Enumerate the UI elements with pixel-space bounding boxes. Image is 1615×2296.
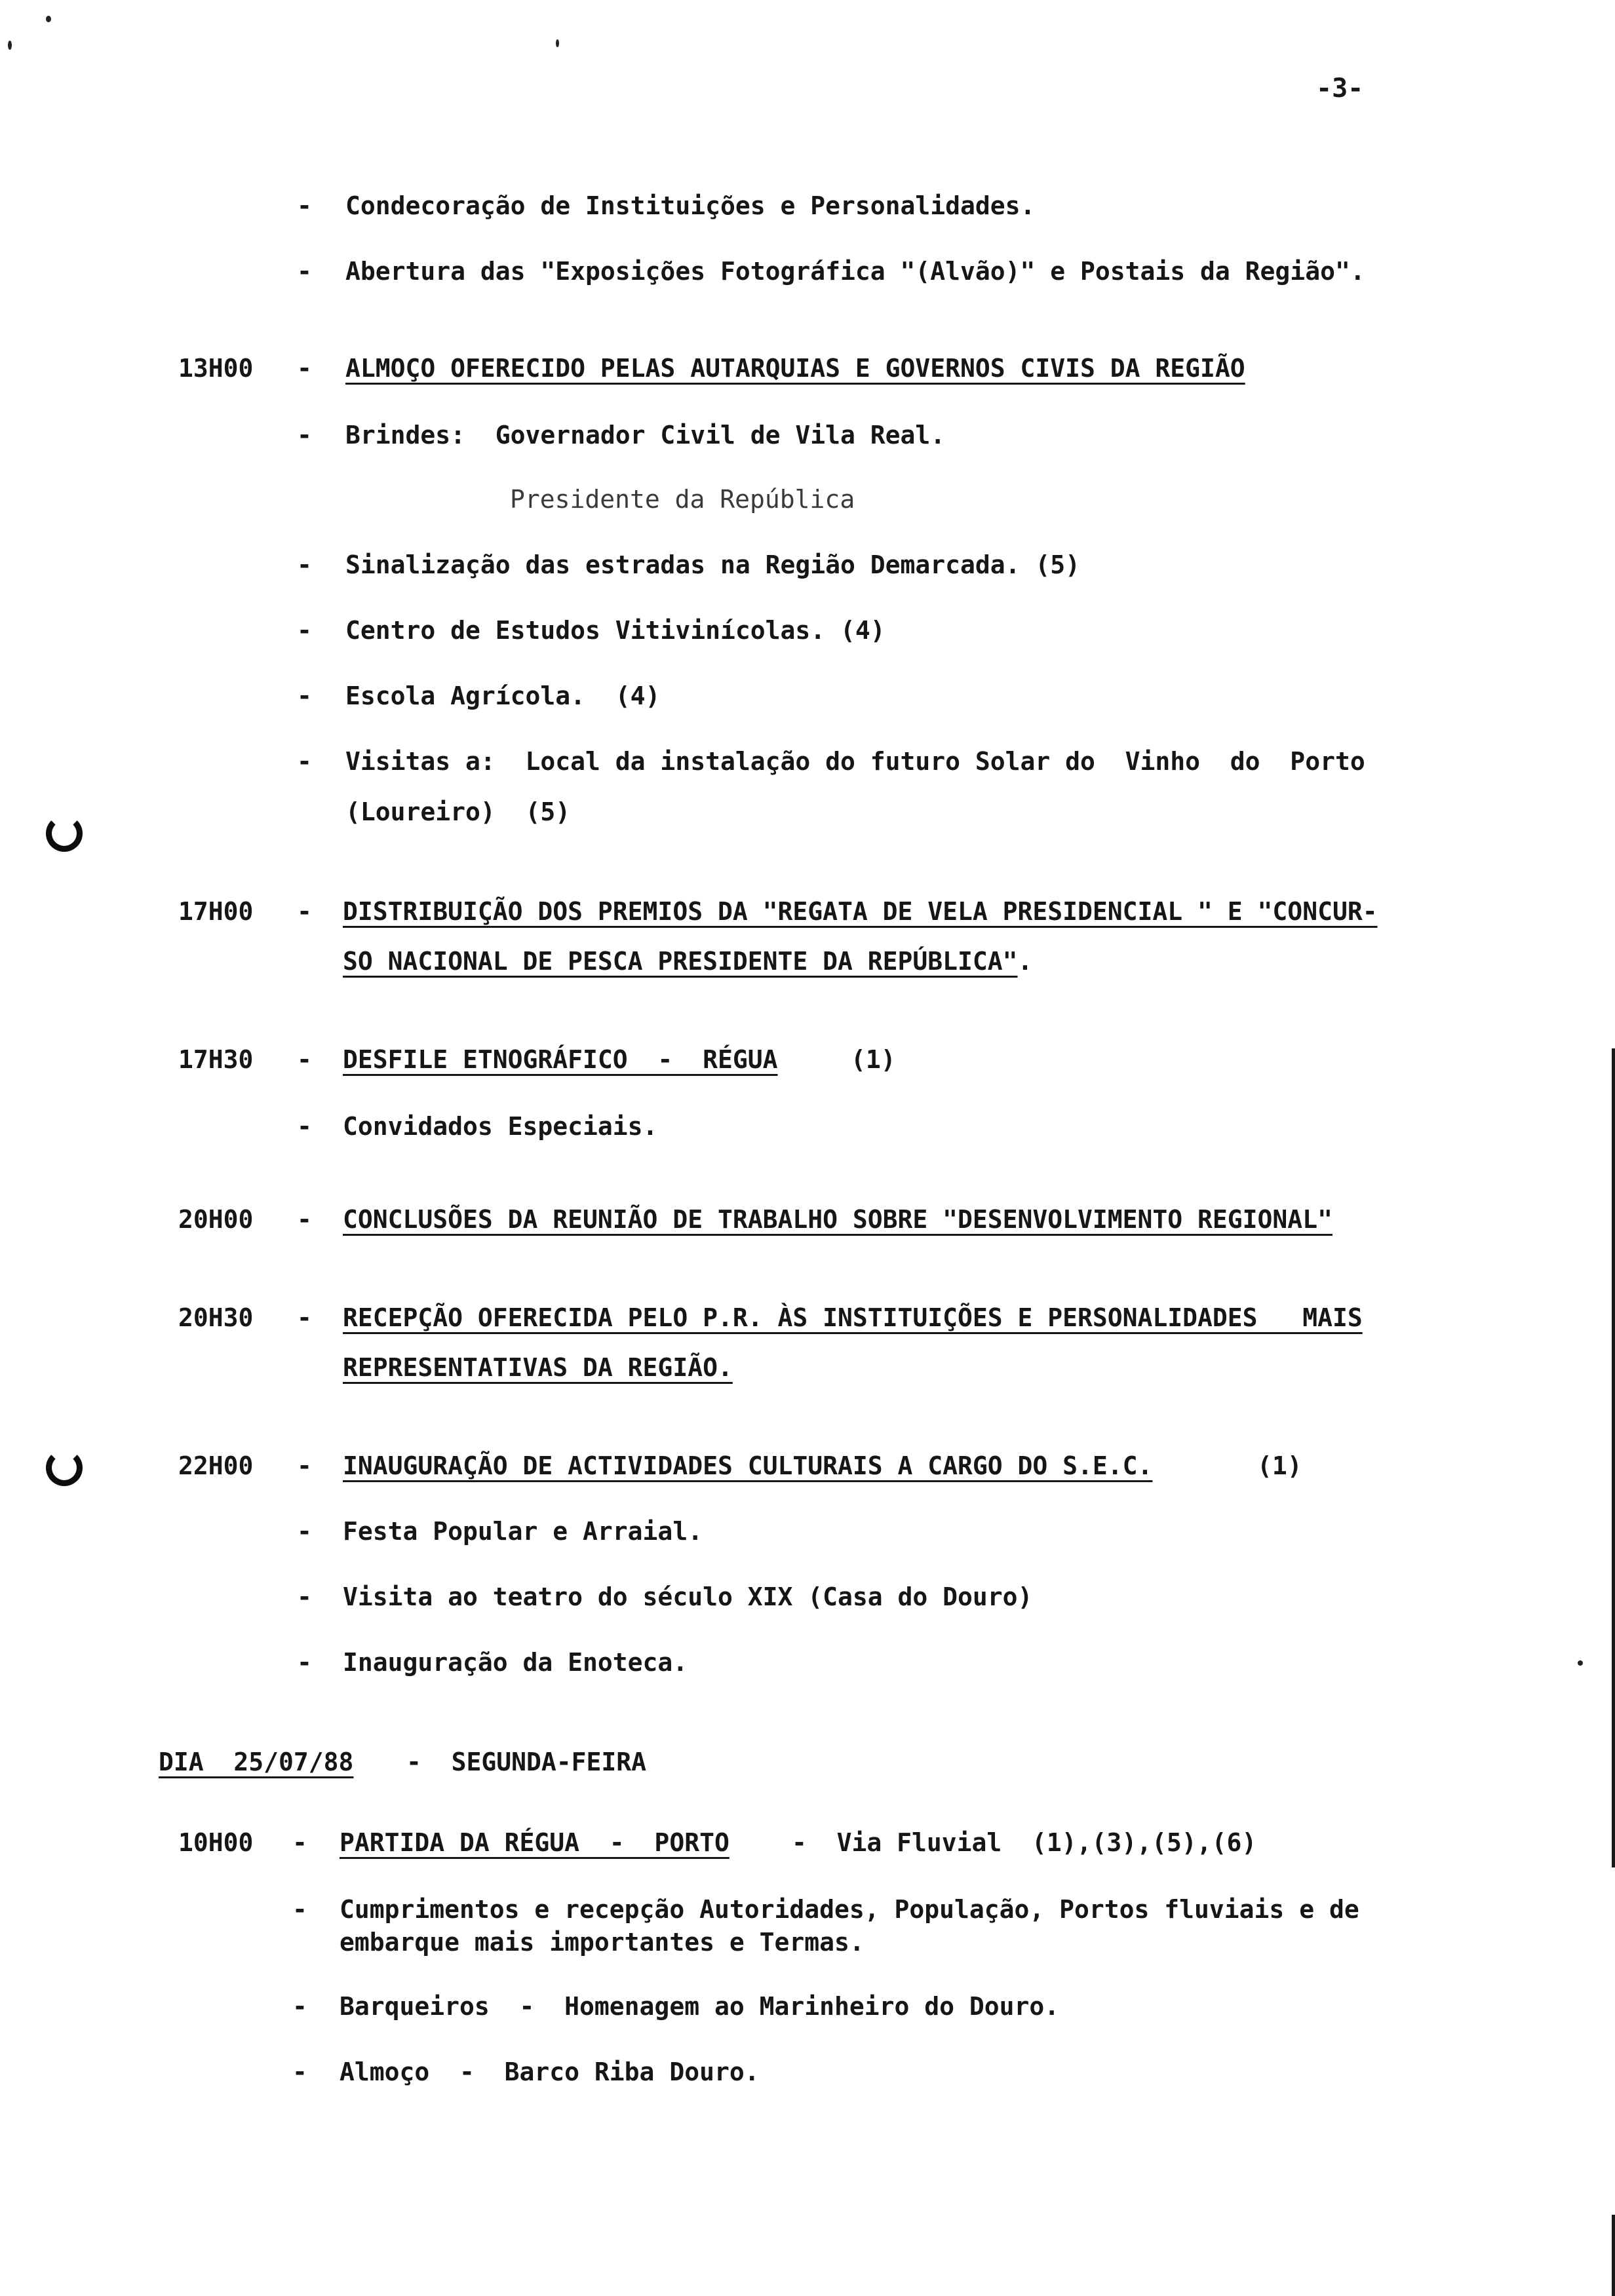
list-item-enoteca: Inauguração da Enoteca.: [343, 1648, 688, 1677]
bullet-dash: -: [297, 1517, 312, 1546]
list-item-brindes: Brindes: Governador Civil de Vila Real.: [345, 421, 946, 450]
time-10h00: 10H00: [178, 1828, 254, 1857]
day-heading-weekday: - SEGUNDA-FEIRA: [406, 1748, 647, 1776]
list-item-barqueiros: Barqueiros - Homenagem ao Marinheiro do Douro.: [340, 1992, 1060, 2021]
bullet-dash: -: [297, 1648, 312, 1677]
time-13h00: 13H00: [178, 354, 254, 383]
time-dash: -: [297, 1205, 312, 1234]
heading-partida-detail: - Via Fluvial (1),(3),(5),(6): [792, 1828, 1257, 1857]
time-17h30: 17H30: [178, 1045, 254, 1074]
heading-conclusoes: CONCLUSÕES DA REUNIÃO DE TRABALHO SOBRE "DESENVOLVIMENTO REGIONAL": [343, 1205, 1333, 1234]
list-item-visitas-line1: Visitas a: Local da instalação do futuro Solar do Vinho do Porto: [345, 747, 1365, 776]
day-heading-date: DIA 25/07/88: [159, 1748, 354, 1776]
time-dash: -: [297, 1303, 312, 1332]
list-item-cumprimentos-line2: embarque mais importantes e Termas.: [340, 1928, 865, 1957]
time-dash: -: [297, 354, 312, 383]
list-item-visitas-line2: (Loureiro) (5): [345, 797, 571, 826]
bullet-dash: -: [297, 616, 312, 645]
list-item-cumprimentos-line1: Cumprimentos e recepção Autoridades, População, Portos fluviais e de: [340, 1895, 1359, 1924]
bullet-dash: -: [292, 2057, 307, 2086]
scan-speck: [1578, 1660, 1583, 1666]
page-edge-shadow: [1611, 0, 1615, 2296]
heading-distribuicao-line2-wrap: [343, 946, 1032, 976]
scan-speck: [46, 16, 51, 22]
heading-recepcao-line1: RECEPÇÃO OFERECIDA PELO P.R. ÀS INSTITUIÇÕES E PERSONALIDADES MAIS: [343, 1303, 1363, 1332]
heading-distribuicao-line2: SO NACIONAL DE PESCA PRESIDENTE DA REPÚBLICA": [343, 947, 1018, 976]
list-item-teatro: Visita ao teatro do século XIX (Casa do Douro): [343, 1582, 1033, 1611]
bullet-dash: -: [297, 421, 312, 450]
binder-hole-mark-bottom: [46, 1449, 83, 1486]
heading-distribuicao-period: .: [1017, 947, 1033, 976]
list-item-condecoracao: Condecoração de Instituições e Personalidades.: [345, 191, 1036, 220]
time-20h30: 20H30: [178, 1303, 254, 1332]
heading-almoco: ALMOÇO OFERECIDO PELAS AUTARQUIAS E GOVERNOS CIVIS DA REGIÃO: [345, 354, 1245, 383]
scan-speck: [8, 41, 12, 50]
time-dash: -: [292, 1828, 307, 1857]
bullet-dash: -: [297, 747, 312, 776]
bullet-dash: -: [297, 550, 312, 579]
heading-inauguracao: INAUGURAÇÃO DE ACTIVIDADES CULTURAIS A CARGO DO S.E.C.: [343, 1451, 1153, 1480]
list-item-exposicoes: Abertura das "Exposições Fotográfica "(Alvão)" e Postais da Região".: [345, 257, 1365, 286]
heading-recepcao-line2: REPRESENTATIVAS DA REGIÃO.: [343, 1353, 733, 1382]
list-item-convidados: Convidados Especiais.: [343, 1112, 658, 1141]
heading-inauguracao-ref: (1): [1257, 1451, 1302, 1480]
list-item-escola-agricola: Escola Agrícola. (4): [345, 681, 661, 710]
bullet-dash: -: [297, 257, 312, 286]
heading-desfile: DESFILE ETNOGRÁFICO - RÉGUA: [343, 1045, 778, 1074]
scan-speck: [556, 39, 559, 47]
binder-hole-mark-top: [46, 815, 83, 852]
list-item-sinalizacao: Sinalização das estradas na Região Demarcada. (5): [345, 550, 1081, 579]
time-dash: -: [297, 897, 312, 926]
list-item-almoco-barco: Almoço - Barco Riba Douro.: [340, 2057, 760, 2086]
bullet-dash: -: [297, 1582, 312, 1611]
time-dash: -: [297, 1045, 312, 1074]
time-22h00: 22H00: [178, 1451, 254, 1480]
bullet-dash: -: [297, 191, 312, 220]
list-item-festa: Festa Popular e Arraial.: [343, 1517, 703, 1546]
heading-desfile-ref: (1): [851, 1045, 896, 1074]
heading-distribuicao-line1: DISTRIBUIÇÃO DOS PREMIOS DA "REGATA DE VELA PRESIDENCIAL " E "CONCUR-: [343, 897, 1378, 926]
heading-partida: PARTIDA DA RÉGUA - PORTO: [340, 1828, 730, 1857]
list-item-centro-estudos: Centro de Estudos Vitivinícolas. (4): [345, 616, 885, 645]
time-dash: -: [297, 1451, 312, 1480]
time-20h00: 20H00: [178, 1205, 254, 1234]
page-number: -3-: [1316, 73, 1364, 104]
bullet-dash: -: [292, 1992, 307, 2021]
time-17h00: 17H00: [178, 897, 254, 926]
bullet-dash: -: [297, 1112, 312, 1141]
bullet-dash: -: [297, 681, 312, 710]
bullet-dash: -: [292, 1895, 307, 1924]
list-item-presidente: Presidente da República: [510, 485, 855, 514]
